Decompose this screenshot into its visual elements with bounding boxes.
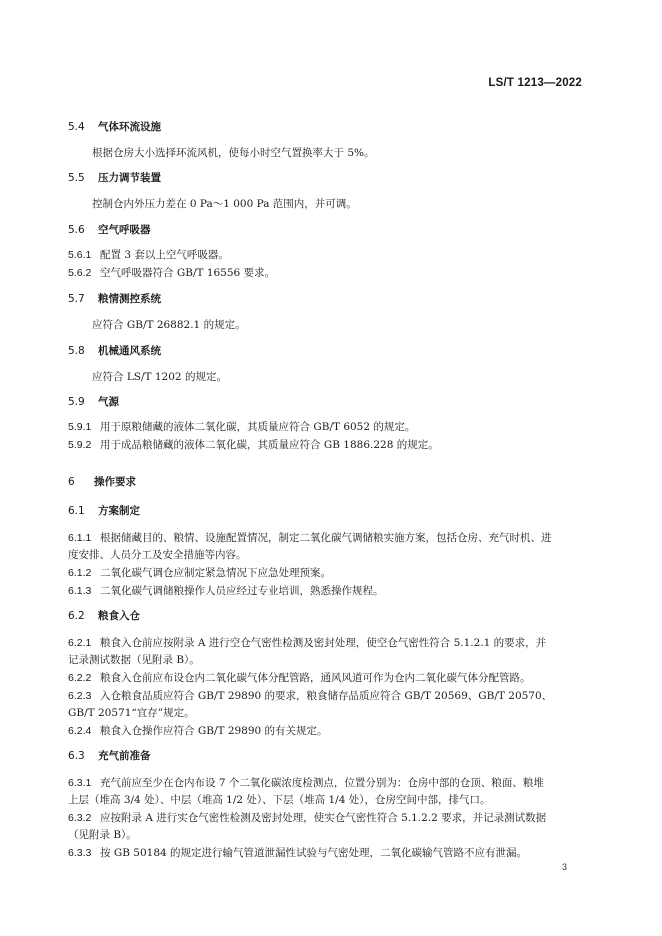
clause-6-2-4 (68, 724, 328, 738)
heading-6-1 (68, 504, 140, 518)
clause-6-3-1-continued: 上层（堆高 3/4 处）、中层（堆高 1/2 处）、下层（堆高 1/4 处），仓房空间中部，排气口。 (68, 794, 491, 806)
heading-5-8 (68, 344, 161, 358)
clause-text: 粮食入仓前应布设仓内二氧化碳气体分配管路，通风风道可作为仓内二氧化碳气体分配管路。 (100, 672, 531, 684)
clause-text: 粮食入仓操作应符合 GB/T 29890 的有关规定。 (100, 725, 328, 737)
clause-number: 5.7 (68, 293, 85, 305)
heading-title: 充气前准备 (98, 750, 151, 762)
clause-text: 充气前应至少在仓内布设 7 个二氧化碳浓度检测点，位置分别为：仓房中部的仓顶、粮面、粮堆 (100, 777, 544, 789)
clause-6-3-2 (68, 811, 546, 825)
clause-number: 6.3.3 (68, 847, 92, 859)
clause-number: 5.6 (68, 224, 85, 236)
heading-title: 气源 (98, 396, 119, 408)
heading-5-5 (68, 171, 161, 185)
clause-text: 粮食入仓前应按附录 A 进行空仓气密性检测及密封处理，使空仓气密性符合 5.1.2.1 的要求，并 (100, 637, 547, 649)
paragraph-5-5: 控制仓内外压力差在 0 Pa～1 000 Pa 范围内，并可调。 (92, 198, 357, 210)
clause-number: 6.3.2 (68, 812, 92, 824)
clause-number: 6.2.2 (68, 672, 92, 684)
clause-number: 5.4 (68, 121, 85, 133)
clause-number: 6.2.4 (68, 725, 92, 737)
clause-5-9-1 (68, 420, 415, 434)
clause-number: 5.9 (68, 396, 85, 408)
clause-5-6-1 (68, 248, 229, 262)
clause-text: 按 GB 50184 的规定进行输气管道泄漏性试验与气密处理，二氧化碳输气管路不应有泄漏。 (100, 847, 528, 859)
clause-number: 5.5 (68, 172, 85, 184)
clause-5-9-2 (68, 438, 439, 452)
clause-6-3-3 (68, 846, 527, 860)
clause-text: 二氧化碳气调储粮操作人员应经过专业培训，熟悉操作规程。 (100, 585, 384, 597)
clause-5-6-2 (68, 266, 275, 280)
clause-text: 入仓粮食品质应符合 GB/T 29890 的要求，粮食储存品质应符合 GB/T 20569、GB/T 20570、 (100, 690, 553, 702)
paragraph-5-7: 应符合 GB/T 26882.1 的规定。 (92, 319, 246, 331)
clause-6-2-2 (68, 671, 531, 685)
heading-title: 空气呼吸器 (98, 224, 151, 236)
heading-5-4 (68, 120, 161, 134)
clause-number: 6.3.1 (68, 777, 92, 789)
standard-code: LS/T 1213—2022 (488, 77, 582, 89)
clause-6-1-2 (68, 566, 331, 580)
clause-number: 5.8 (68, 345, 85, 357)
heading-title: 方案制定 (98, 505, 140, 517)
clause-6-3-2-continued: （见附录 B）。 (68, 829, 137, 841)
clause-6-2-1-continued: 记录测试数据（见附录 B）。 (68, 654, 200, 666)
clause-number: 5.6.1 (68, 249, 92, 261)
clause-number: 6.2.1 (68, 637, 92, 649)
clause-6-2-3 (68, 689, 552, 703)
heading-title: 粮食入仓 (98, 610, 140, 622)
clause-number: 6.2.3 (68, 690, 92, 702)
clause-number: 6.1.1 (68, 532, 92, 544)
clause-number: 6 (68, 476, 75, 488)
clause-text: 配置 3 套以上空气呼吸器。 (100, 249, 229, 261)
clause-6-3-1 (68, 776, 544, 790)
heading-title: 气体环流设施 (98, 121, 161, 133)
heading-5-6 (68, 223, 151, 237)
heading-title: 压力调节装置 (98, 172, 161, 184)
paragraph-5-8: 应符合 LS/T 1202 的规定。 (92, 371, 227, 383)
clause-number: 6.1 (68, 505, 85, 517)
clause-number: 6.1.3 (68, 585, 92, 597)
clause-6-1-1-continued: 度安排、人员分工及安全措施等内容。 (68, 549, 247, 561)
clause-text: 用于成品粮储藏的液体二氧化碳，其质量应符合 GB 1886.228 的规定。 (100, 439, 439, 451)
clause-6-1-3 (68, 584, 384, 598)
clause-6-1-1 (68, 531, 552, 545)
heading-title: 操作要求 (94, 476, 136, 488)
clause-text: 空气呼吸器符合 GB/T 16556 要求。 (100, 267, 276, 279)
clause-6-2-3-continued: GB/T 20571“宜存”规定。 (68, 707, 195, 719)
clause-6-2-1 (68, 636, 546, 650)
heading-title: 粮情测控系统 (98, 293, 161, 305)
clause-number: 6.2 (68, 610, 85, 622)
clause-text: 用于原粮储藏的液体二氧化碳，其质量应符合 GB/T 6052 的规定。 (100, 421, 416, 433)
clause-number: 5.9.2 (68, 439, 92, 451)
paragraph-5-4: 根据仓房大小选择环流风机，使每小时空气置换率大于 5%。 (92, 147, 375, 159)
page-number: 3 (561, 862, 567, 872)
clause-number: 5.6.2 (68, 267, 92, 279)
heading-6-3 (68, 749, 151, 763)
heading-5-7 (68, 292, 161, 306)
clause-text: 根据储藏目的、粮情、设施配置情况，制定二氧化碳气调储粮实施方案，包括仓房、充气时机、进 (100, 532, 552, 544)
clause-number: 6.1.2 (68, 567, 92, 579)
heading-6 (68, 475, 136, 489)
heading-title: 机械通风系统 (98, 345, 161, 357)
heading-5-9 (68, 395, 119, 409)
clause-text: 应按附录 A 进行实仓气密性检测及密封处理，使实仓气密性符合 5.1.2.2 要求，并记录测试数据 (100, 812, 547, 824)
clause-text: 二氧化碳气调仓应制定紧急情况下应急处理预案。 (100, 567, 331, 579)
clause-number: 6.3 (68, 750, 85, 762)
heading-6-2 (68, 609, 140, 623)
clause-number: 5.9.1 (68, 421, 92, 433)
